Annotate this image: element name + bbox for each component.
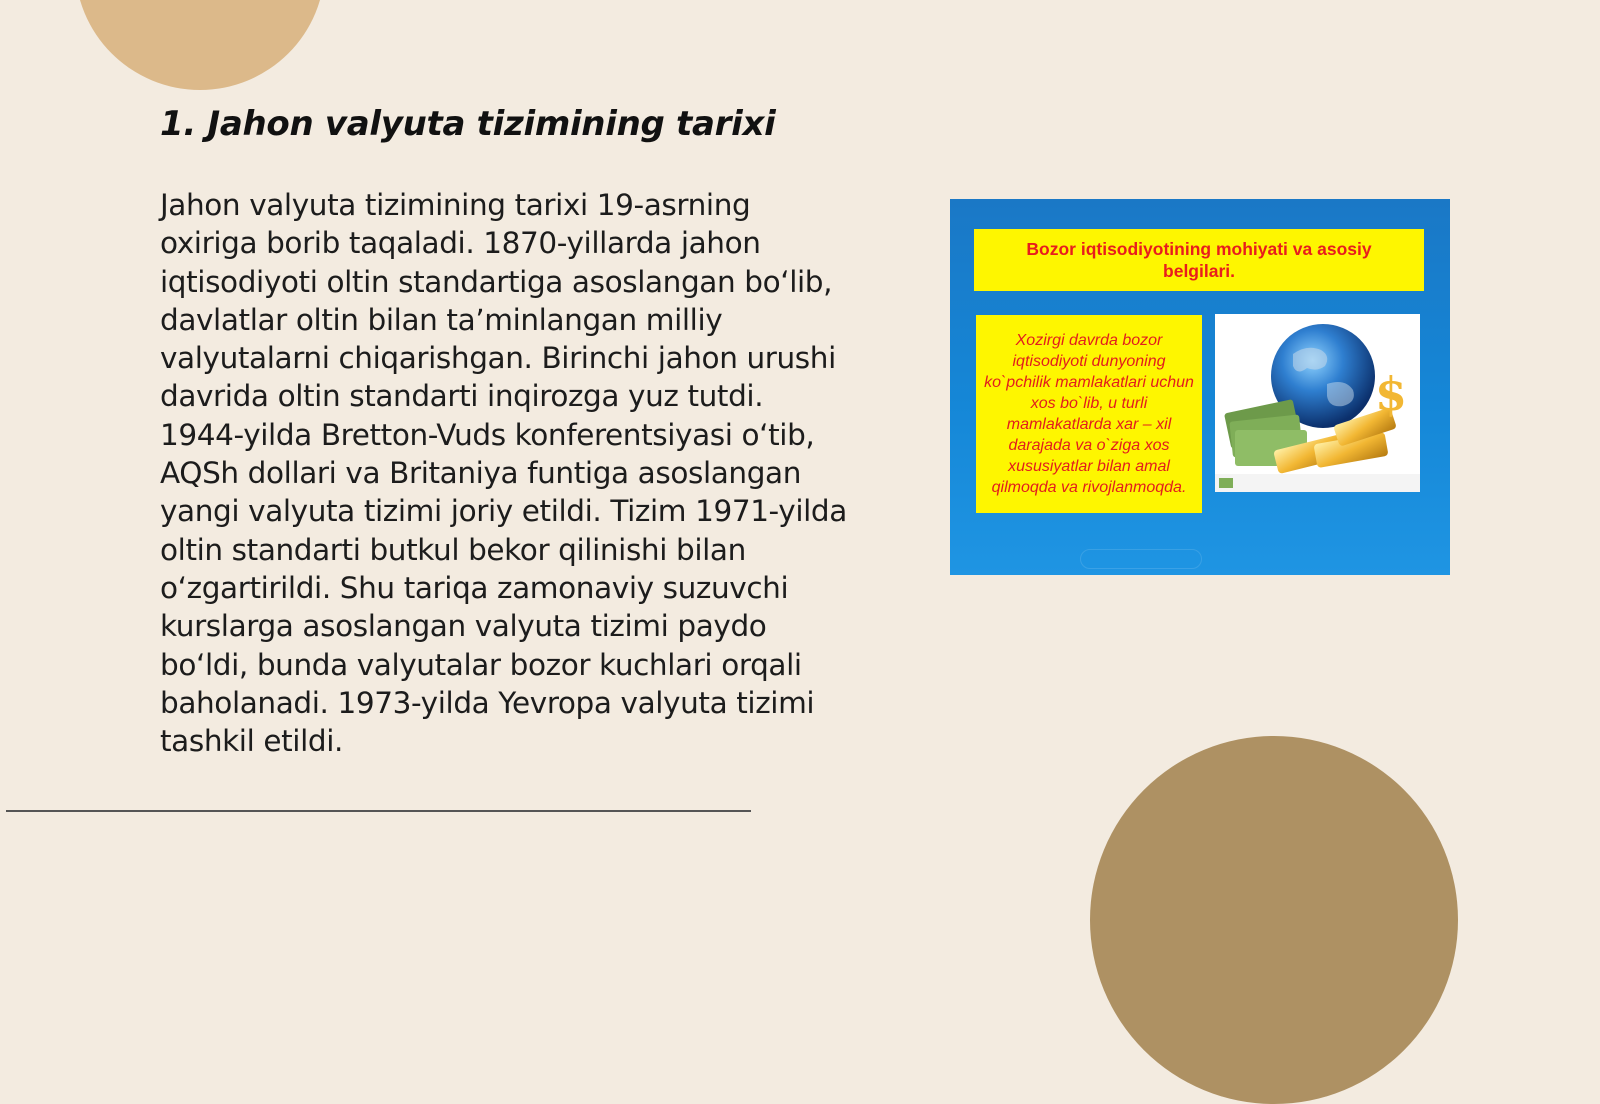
svg-text:$: $ (1375, 367, 1408, 421)
embedded-watermark (1080, 549, 1202, 569)
embedded-slide-image (950, 199, 1450, 575)
globe-money-icon (1215, 314, 1420, 492)
embedded-text-box (976, 315, 1202, 513)
embedded-heading-box (974, 229, 1424, 291)
slide-title: 1. Jahon valyuta tizimining tarixi (160, 104, 776, 144)
decorative-circle-bottom (1090, 736, 1458, 1104)
embedded-text: Xozirgi davrda bozor iqtisodiyoti dunyoning ko`pchilik mamlakatlari uchun xos bo`lib, u turli mamlakatlarda xar – xil darajada va o`ziga xos xususiyatlar bilan amal qilmoqda va rivojlanmoqda. (984, 332, 1194, 496)
embedded-heading: Bozor iqtisodiyotining mohiyati va asosiy belgilari. (1026, 239, 1372, 281)
slide-body-text: Jahon valyuta tizimining tarixi 19-asrning oxiriga borib taqaladi. 1870-yillarda jahon iqtisodiyoti oltin standartiga asoslangan bo‘lib, davlatlar oltin bilan ta’minlangan milliy valyutalarni chiqarishgan. Birinchi jahon urushi davrida oltin standarti inqirozga yuz tutdi. 1944-yilda Bretton-Vuds konferentsiyasi o‘tib, AQSh dollari va Britaniya funtiga asoslangan yangi valyuta tizimi joriy etildi. Tizim 1971-yilda oltin standarti butkul bekor qilinishi bilan o‘zgartirildi. Shu tariqa zamonaviy suzuvchi kurslarga asoslangan valyuta tizimi paydo bo‘ldi, bunda valyutalar bozor kuchlari orqali baholanadi. 1973-yilda Yevropa valyuta tizimi tashkil etildi. (160, 188, 847, 759)
decorative-circle-top (75, 0, 325, 90)
divider-line (6, 810, 751, 812)
